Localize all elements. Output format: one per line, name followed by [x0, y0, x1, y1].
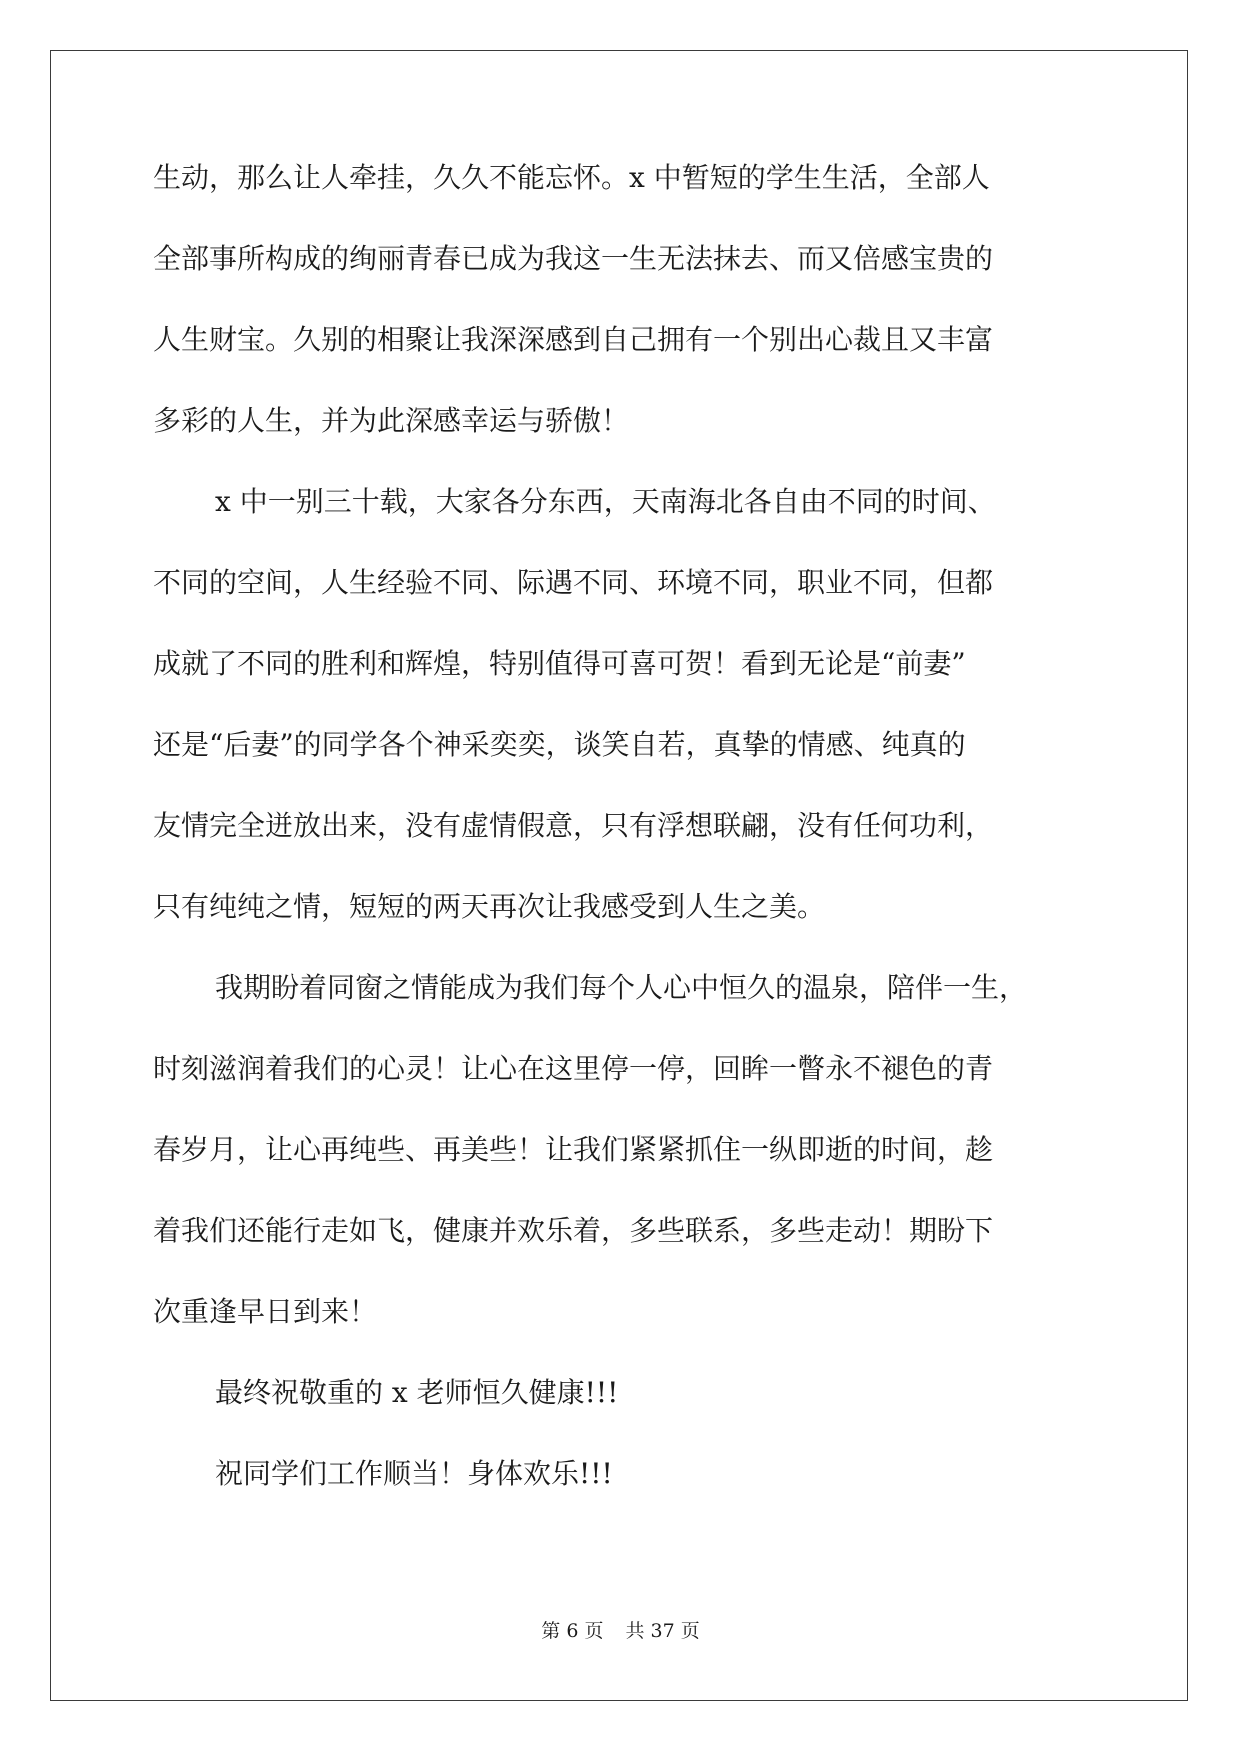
paragraph: [153, 161, 1093, 488]
text-line: 友情完全迸放出来，没有虚情假意，只有浮想联翩，没有任何功利，: [153, 809, 994, 842]
text-line: 祝同学们工作顺当！身体欢乐!!!: [215, 1457, 613, 1490]
text-line: 人生财宝。久别的相聚让我深深感到自己拥有一个别出心裁且又丰富: [153, 323, 994, 356]
paragraph: [153, 1457, 1093, 1541]
page-total: 共 37 页: [625, 1620, 700, 1642]
text-line: 不同的空间，人生经验不同、际遇不同、环境不同，职业不同，但都: [153, 566, 994, 599]
page-number: 第 6 页: [541, 1620, 604, 1642]
text-line: 成就了不同的胜利和辉煌，特别值得可喜可贺！看到无论是“前妻”: [153, 647, 966, 680]
text-line: 我期盼着同窗之情能成为我们每个人心中恒久的温泉，陪伴一生，: [215, 971, 1028, 1004]
paragraph: [153, 485, 1093, 974]
text-line: 最终祝敬重的 x 老师恒久健康!!!: [215, 1376, 619, 1409]
document-body: [153, 161, 1093, 1541]
text-line: 次重逢早日到来！: [153, 1295, 378, 1328]
text-line: 春岁月，让心再纯些、再美些！让我们紧紧抓住一纵即逝的时间，趁: [153, 1133, 994, 1166]
text-line: 只有纯纯之情，短短的两天再次让我感受到人生之美。: [153, 890, 826, 923]
text-line: 生动，那么让人牵挂，久久不能忘怀。x 中暂短的学生生活，全部人: [153, 161, 990, 194]
text-line: x 中一别三十载，大家各分东西，天南海北各自由不同的时间、: [215, 485, 996, 518]
paragraph: [153, 1376, 1093, 1460]
page-footer: [0, 1620, 1241, 1642]
text-line: 还是“后妻”的同学各个神采奕奕，谈笑自若，真挚的情感、纯真的: [153, 728, 966, 761]
text-line: 时刻滋润着我们的心灵！让心在这里停一停，回眸一瞥永不褪色的青: [153, 1052, 994, 1085]
text-line: 着我们还能行走如飞，健康并欢乐着，多些联系，多些走动！期盼下: [153, 1214, 994, 1247]
text-line: 多彩的人生，并为此深感幸运与骄傲！: [153, 404, 630, 437]
text-line: 全部事所构成的绚丽青春已成为我这一生无法抹去、而又倍感宝贵的: [153, 242, 994, 275]
paragraph: [153, 971, 1093, 1379]
